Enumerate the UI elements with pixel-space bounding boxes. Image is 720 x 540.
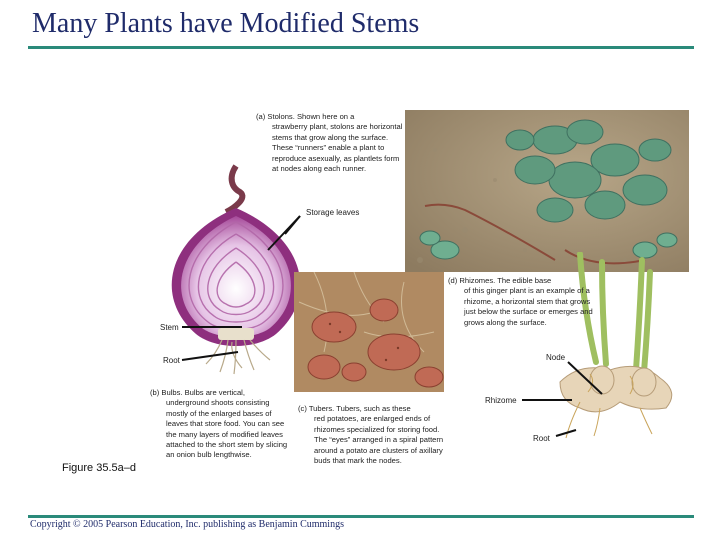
caption-bulbs-text: underground shoots consisting mostly of the enlarged bases of leaves that store food. You can see the many layers of modified leaves attached to the short stem by slicing an onion bulb lengthwise. <box>166 398 288 460</box>
caption-bulbs-lead: (b) Bulbs. Bulbs are vertical, <box>150 388 245 397</box>
caption-bulbs <box>150 388 290 461</box>
caption-rhizomes-lead: (d) Rhizomes. The edible base <box>448 276 552 285</box>
caption-tubers <box>298 404 444 466</box>
copyright-notice: Copyright © 2005 Pearson Education, Inc. publishing as Benjamin Cummings <box>30 519 344 530</box>
caption-stolons-text: strawberry plant, stolons are horizontal stems that grow along the surface. These “runners” enable a plant to reproduce asexually, as plantlets form at nodes along each runner. <box>272 122 403 174</box>
slide-title: Many Plants have Modified Stems <box>32 8 420 39</box>
figure-label: Figure 35.5a–d <box>62 462 136 474</box>
label-rhizome: Rhizome <box>485 396 517 405</box>
caption-tubers-lead: (c) Tubers. Tubers, such as these <box>298 404 411 413</box>
label-node: Node <box>546 353 566 362</box>
label-stem: Stem <box>160 323 179 332</box>
footer-divider <box>28 515 694 518</box>
caption-tubers-text: red potatoes, are enlarged ends of rhizomes specialized for storing food. The “eyes” arranged in a spiral pattern around a potato are clusters of axillary buds that mark the nodes. <box>314 414 444 466</box>
caption-stolons-lead: (a) Stolons. Shown here on a <box>256 112 355 121</box>
label-root-ginger: Root <box>533 434 550 443</box>
caption-stolons <box>256 112 406 174</box>
label-storage-leaves: Storage leaves <box>306 208 360 217</box>
caption-rhizomes-text: of this ginger plant is an example of a rhizome, a horizontal stem that grows just below the surface or emerges and grows along the surface. <box>464 286 593 327</box>
caption-rhizomes <box>448 276 600 328</box>
label-root-onion: Root <box>163 356 180 365</box>
